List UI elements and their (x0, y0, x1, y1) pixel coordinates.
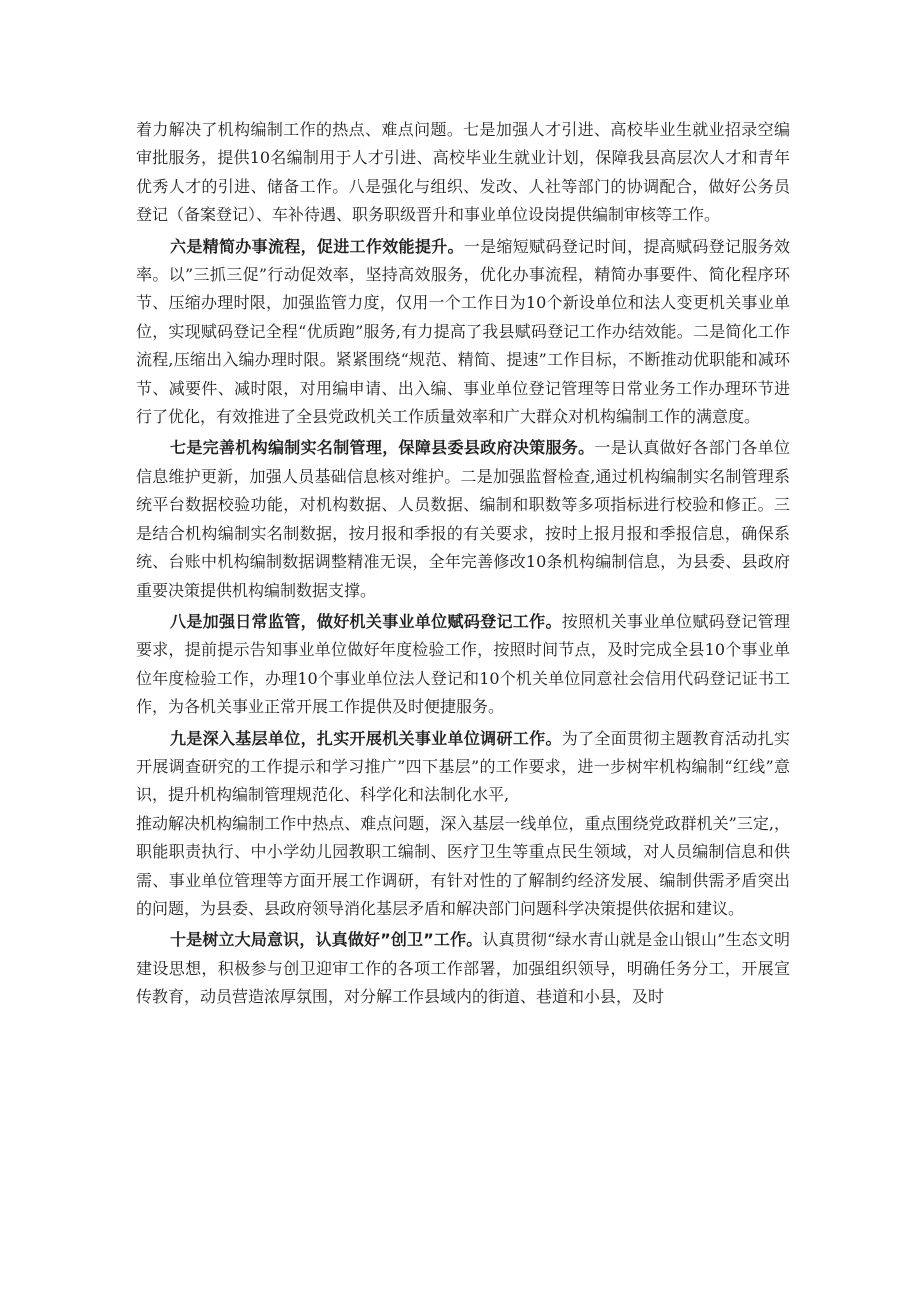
paragraph-text: 着力解决了机构编制工作的热点、难点问题。七是加强人才引进、高校毕业生就业招录空编审批服务，提供10名编制用于人才引进、高校毕业生就业计划，保障我县高层次人才和青年优秀人才的引进、储备工作。八是强化与组织、发改、人社等部门的协调配合，做好公务员登记（备案登记）、车补待遇、职务职级晋升和事业单位设岗提供编制审核等工作。 (136, 120, 790, 225)
paragraph-text: 一是认真做好各部门各单位信息维护更新，加强人员基础信息核对维护。二是加强监督检查,通过机构编制实名制管理系统平台数据校验功能，对机构数据、人员数据、编制和职数等多项指标进行校验和修正。三是结合机构编制实名制数据，按月报和季报的有关要求，按时上报月报和季报信息，确保系统、台账中机构编制数据调整精准无误，全年完善修改10条机构编制信息，为县委、县政府重要决策提供机构编制数据支撑。 (136, 438, 790, 600)
paragraph-item-10 (136, 926, 790, 1011)
paragraph-heading: 八是加强日常监管，做好机关事业单位赋码登记工作。 (170, 611, 562, 631)
paragraph-item-9-continuation (136, 810, 790, 924)
paragraph-item-8 (136, 608, 790, 722)
paragraph-text: 按照机关事业单位赋码登记管理要求，提前提示告知事业单位做好年度检验工作，按照时间节点，及时完成全县10个事业单位年度检验工作，办理10个事业单位法人登记和10个机关单位同意社会信用代码登记证书工作，为各机关事业正常开展工作提供及时便捷服务。 (136, 611, 790, 717)
paragraph-item-6 (136, 233, 790, 432)
paragraph-continuation (136, 116, 790, 230)
paragraph-heading: 十是树立大局意识，认真做好”创卫”工作。 (170, 930, 483, 950)
paragraph-text: 认真贯彻“绿水青山就是金山银山”生态文明建设思想，积极参与创卫迎审工作的各项工作部署，加强组织领导，明确任务分工，开展宣传教育，动员营造浓厚氛围，对分解工作县域内的街道、巷道和小县，及时 (136, 930, 790, 1007)
paragraph-item-9 (136, 725, 790, 810)
paragraph-text: 推动解决机构编制工作中热点、难点问题，深入基层一线单位，重点围绕党政群机关”三定,，职能职责执行、中小学幼儿园教职工编制、医疗卫生等重点民生领域，对人员编制信息和供需、事业单位管理等方面开展工作调研，有针对性的了解制约经济发展、编制供需矛盾突出的问题，为县委、县政府领导消化基层矛盾和解决部门问题科学决策提供依据和建议。 (136, 813, 790, 918)
paragraph-item-7 (136, 434, 790, 604)
paragraph-heading: 六是精简办事流程，促进工作效能提升。 (170, 236, 464, 256)
paragraph-text: 为了全面贯彻主题教育活动扎实开展调查研究的工作提示和学习推广”四下基层”的工作要求，进一步树牢机构编制“红线”意识，提升机构编制管理规范化、科学化和法制化水平, (136, 728, 790, 805)
paragraph-heading: 九是深入基层单位，扎实开展机关事业单位调研工作。 (170, 728, 562, 748)
document-body (136, 116, 790, 1015)
paragraph-heading: 七是完善机构编制实名制管理，保障县委县政府决策服务。 (170, 438, 595, 458)
paragraph-text: 一是缩短赋码登记时间，提高赋码登记服务效率。以”三抓三促”行动促效率，坚持高效服务，优化办事流程，精简办事要件、简化程序环节、压缩办理时限，加强监管力度，仅用一个工作日为10个新设单位和法人变更机关事业单位，实现赋码登记全程“优质跑”服务,有力提高了我县赋码登记工作办结效能。二是简化工作流程,压缩出入编办理时限。紧紧围绕“规范、精简、提速”工作目标，不断推动优职能和减环节、减要件、减时限，对用编申请、出入编、事业单位登记管理等日常业务工作办理环节进行了优化，有效推进了全县党政机关工作质量效率和广大群众对机构编制工作的满意度。 (136, 236, 790, 427)
